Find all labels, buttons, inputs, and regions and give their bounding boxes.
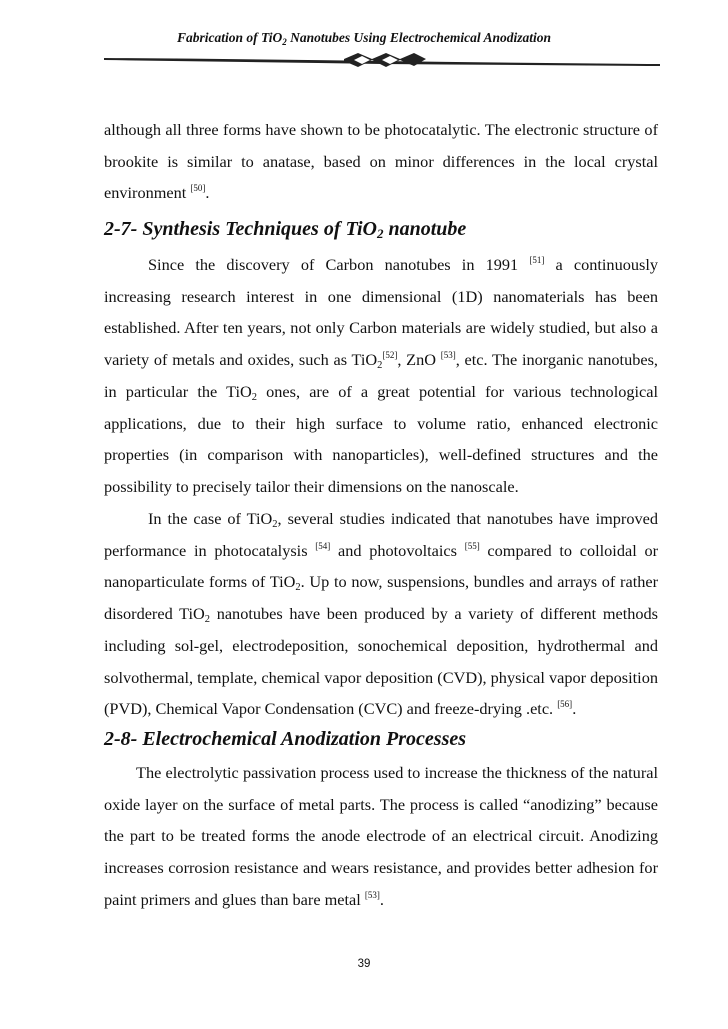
- paragraph-4: The electrolytic passivation process used to increase the thickness of the natural oxide layer on the surface of metal parts. The process is called “anodizing” because the part to be treated forms the anode electrode of an electrical circuit. Anodizing increases corrosion resistance and wears resistance, and provides better adhesion for paint primers and glues than bare metal [53].: [104, 763, 658, 909]
- paragraph-1: although all three forms have shown to be photocatalytic. The electronic structure of brookite is similar to anatase, based on minor differences in the local crystal environment [50].: [104, 120, 658, 203]
- decorative-header-rule: [104, 50, 660, 72]
- paragraph-3: In the case of TiO$_2$, several studies indicated that nanotubes have improved performance in photocatalysis [54] and photovoltaics [55] compared to colloidal or nanoparticulate forms of TiO$_2$. Up to now, suspensions, bundles and arrays of rather disordered TiO$_2$ nanotubes have been produced by a variety of different methods including sol-gel, electrodeposition, sonochemical deposition, hydrothermal and solvothermal, template, chemical vapor deposition (CVD), physical vapor deposition (PVD), Chemical Vapor Condensation (CVC) and freeze-drying .etc. [56].: [104, 509, 659, 719]
- section-heading-2-7: 2-7- Synthesis Techniques of TiO$_2$ nanotube: [104, 218, 467, 241]
- paragraph-2: Since the discovery of Carbon nanotubes in 1991 [51] a continuously increasing research interest in one dimensional (1D) nanomaterials has been established. After ten years, not only Carbon materials are widely studied, but also a variety of metals and oxides, such as TiO$_2$[52], ZnO [53], etc. The inorganic nanotubes, in particular the TiO$_2$ ones, are of a great potential for various technological applications, due to their high surface to volume ratio, enhanced electronic properties (in comparison with nanoparticles), well-defined structures and the possibility to precisely tailor their dimensions on the nanoscale.: [104, 255, 658, 496]
- section-heading-2-8: 2-8- Electrochemical Anodization Processes: [104, 728, 467, 750]
- running-header: Fabrication of TiO$_2$ Nanotubes Using Electrochemical Anodization: [176, 30, 552, 47]
- page-number: 39: [357, 958, 371, 970]
